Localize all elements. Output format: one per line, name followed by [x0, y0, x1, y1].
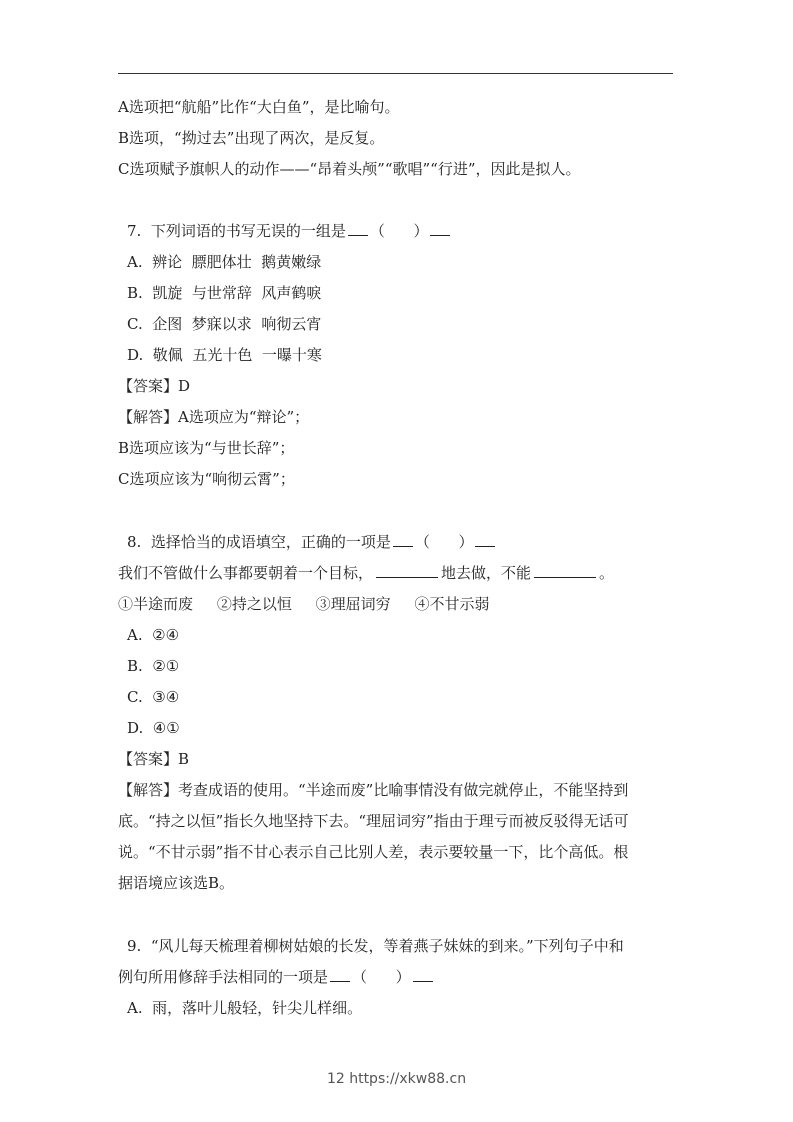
option: C. 企图 梦寐以求 响彻云宵: [127, 315, 322, 333]
option: A. 辨论 膘肥体壮 鹅黄嫩绿: [127, 253, 322, 271]
page-footer: 12 https://xkw88.cn: [326, 1071, 467, 1087]
question-8-sentence: 我们不管做什么事都要朝着一个目标， 地去做，不能 。: [118, 564, 615, 582]
explanation-line: C选项应该为“响彻云霄”；: [118, 470, 295, 488]
explanation-line: B选项应该为“与世长辞”；: [118, 439, 295, 457]
intro-line: B选项，“拗过去”出现了两次，是反复。: [118, 129, 385, 147]
option: C. ③④: [127, 688, 180, 706]
question-8-stem: 8. 选择恰当的成语填空，正确的一项是 （ ）: [127, 532, 497, 552]
question-9-stem-cont: 例句所用修辞手法相同的一项是 （ ）: [118, 967, 435, 987]
explanation-line: 【解答】A选项应为“辩论”；: [118, 408, 310, 426]
answer: 【答案】D: [118, 377, 191, 395]
explanation-line: 底。“持之以恒”指长久地坚持下去。“理屈词穷”指由于理亏而被反驳得无话可: [118, 812, 629, 830]
header-rule: [118, 73, 673, 74]
option: A. 雨，落叶儿般轻，针尖儿样细。: [127, 999, 363, 1017]
explanation-line: 据语境应该选B。: [118, 874, 235, 892]
option: D. 敬佩 五光十色 一曝十寒: [127, 346, 322, 364]
question-7-stem: 7. 下列词语的书写无误的一组是 （ ）: [127, 221, 452, 241]
question-9-stem: 9. “风儿每天梳理着柳树姑娘的长发，等着燕子妹妹的到来。”下列句子中和: [127, 937, 624, 955]
explanation-line: 说。“不甘示弱”指不甘心表示自己比别人差，表示要较量一下，比个高低。根: [118, 843, 629, 861]
option: B. 凯旋 与世常辞 风声鹤唳: [127, 284, 322, 302]
idiom-choices: ①半途而废 ②持之以恒 ③理屈词穷 ④不甘示弱: [118, 595, 490, 613]
option: A. ②④: [127, 626, 180, 644]
option: D. ④①: [127, 719, 180, 737]
option: B. ②①: [127, 657, 180, 675]
answer: 【答案】B: [118, 750, 190, 768]
intro-line: A选项把“航船”比作“大白鱼”，是比喻句。: [118, 98, 400, 116]
intro-line: C选项赋予旗帜人的动作——“昂着头颅”“歌唱”“行进”，因此是拟人。: [118, 160, 581, 178]
explanation-line: 【解答】考查成语的使用。“半途而废”比喻事情没有做完就停止，不能坚持到: [118, 781, 629, 799]
